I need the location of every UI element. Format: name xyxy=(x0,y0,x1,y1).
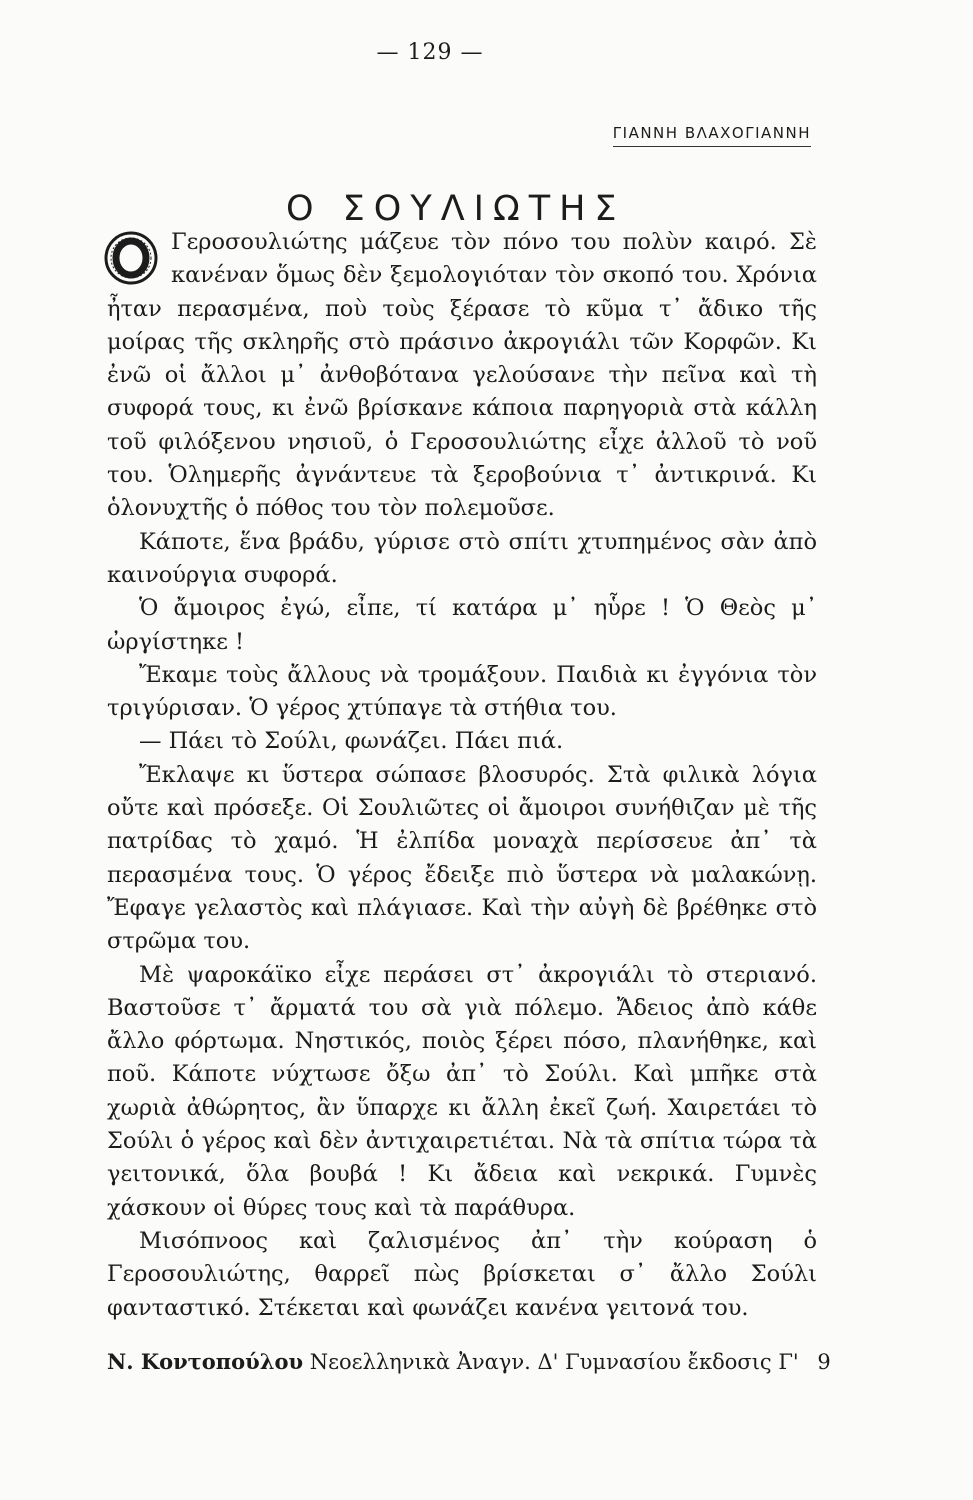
story-body xyxy=(107,226,817,1325)
paragraph-1-text: Γεροσουλιώτης μάζευε τὸν πόνο του πολὺν καιρό. Σὲ κανέναν ὅμως δὲν ξεμολογιόταν τὸν σκοπό του. Χρόνια ἦταν περασμένα, ποὺ τοὺς ξέρασε τὸ κῦμα τ᾽ ἄδικο τῆς μοίρας τῆς σκληρῆς στὸ πράσινο ἀκρογιάλι τῶν Κορφῶν. Κι ἐνῶ οἱ ἄλλοι μ᾽ ἀνθοβότανα γελούσανε τὴν πεῖνα καὶ τὴ συφορά τους, κι ἐνῶ βρίσκανε κάποια παρηγοριὰ στὰ κάλλη τοῦ φιλόξενου νησιοῦ, ὁ Γεροσουλιώτης εἶχε ἀλλοῦ τὸ νοῦ του. Ὁλημερῆς ἀγνάντευε τὰ ξεροβούνια τ᾽ ἀντικρινά. Κι ὁλονυχτῆς ὁ πόθος του τὸν πολεμοῦσε. xyxy=(107,229,817,522)
footer-text: Νεοελληνικὰ Ἀναγν. Δ' Γυμνασίου ἔκδοσις Γ' xyxy=(309,1350,799,1374)
dropcap-ornament-icon xyxy=(103,230,159,286)
paragraph-7: Μὲ ψαροκάϊκο εἶχε περάσει στ᾽ ἀκρογιάλι τὸ στεριανό. Βαστοῦσε τ᾽ ἄρματά του σὰ γιὰ πόλεμο. Ἄδειος ἀπὸ κάθε ἄλλο φόρτωμα. Νηστικός, ποιὸς ξέρει πόσο, πλανήθηκε, καὶ ποῦ. Κάποτε νύχτωσε ὄξω ἀπ᾽ τὸ Σούλι. Καὶ μπῆκε στὰ χωριὰ ἀθώρητος, ἂν ὕπαρχε κι ἄλλη ἐκεῖ ζωή. Χαιρετάει τὸ Σούλι ὁ γέρος καὶ δὲν ἀντιχαιρετιέται. Νὰ τὰ σπίτια τώρα τὰ γειτονικά, ὅλα βουβά ! Κι ἄδεια καὶ νεκρικά. Γυμνὲς χάσκουν οἱ θύρες τους καὶ τὰ παράθυρα. xyxy=(107,961,817,1221)
paragraph-1 xyxy=(107,226,817,526)
paragraph-4: Ἔκαμε τοὺς ἄλλους νὰ τρομάξουν. Παιδιὰ κι ἐγγόνια τὸν τριγύρισαν. Ὁ γέρος χτύπαγε τὰ στήθια του. xyxy=(107,661,817,722)
story-title: Ο ΣΟΥΛΙΩΤΗΣ xyxy=(286,189,626,230)
paragraph-2: Κάποτε, ἕνα βράδυ, γύρισε στὸ σπίτι χτυπημένος σὰν ἀπὸ καινούργια συφορά. xyxy=(107,528,817,588)
paragraph-3: Ὁ ἄμοιρος ἐγώ, εἶπε, τί κατάρα μ᾽ ηὗρε ! Ὁ Θεὸς μ᾽ ὠργίστηκε ! xyxy=(107,595,817,655)
page-number: — 129 — xyxy=(376,40,484,65)
paragraph-8: Μισόπνοος καὶ ζαλισμένος ἀπ᾽ τὴν κούραση ὁ Γεροσουλιώτης, θαρρεῖ πὼς βρίσκεται σ᾽ ἄλλο Σούλι φανταστικό. Στέκεται καὶ φωνάζει κανένα γειτονά του. xyxy=(107,1227,817,1321)
paragraph-5: — Πάει τὸ Σούλι, φωνάζει. Πάει πιά. xyxy=(139,728,564,755)
page-footer xyxy=(107,1348,831,1376)
author-heading: ΓΙΑΝΝΗ ΒΛΑΧΟΓΙΑΝΝΗ xyxy=(613,124,811,147)
paragraph-6: Ἔκλαψε κι ὕστερα σώπασε βλοσυρός. Στὰ φιλικὰ λόγια οὔτε καὶ πρόσεξε. Οἱ Σουλιῶτες οἱ ἄμοιροι συνήθιζαν μὲ τῆς πατρίδας τὸ χαμό. Ἡ ἐλπίδα μοναχὰ περίσσευε ἀπ᾽ τὰ περασμένα τους. Ὁ γέρος ἔδειξε πιὸ ὕστερα νὰ μαλακώνῃ. Ἔφαγε γελαστὸς καὶ πλάγιασε. Καὶ τὴν αὐγὴ δὲ βρέθηκε στὸ στρῶμα του. xyxy=(107,761,817,955)
dropcap-letter xyxy=(103,286,104,287)
footer-author: Ν. Κοντοπούλου xyxy=(107,1349,304,1374)
dropcap-o xyxy=(103,230,159,286)
footer-signature: 9 xyxy=(817,1350,831,1374)
